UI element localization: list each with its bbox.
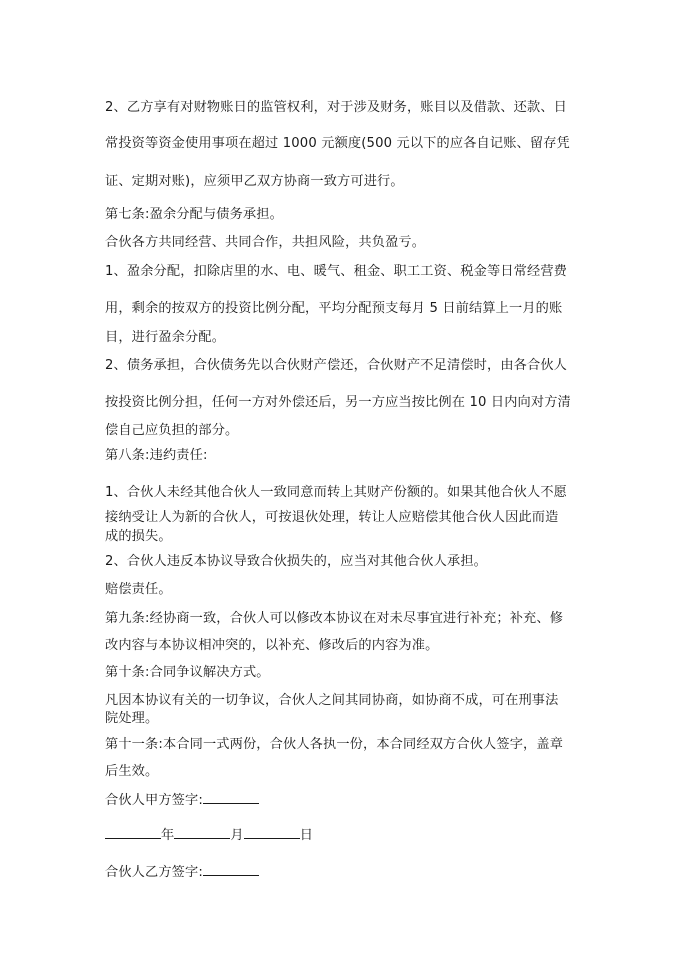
signature-b-row bbox=[105, 862, 259, 882]
year-blank[interactable] bbox=[105, 825, 161, 839]
article-heading: 第十条:合同争议解决方式。 bbox=[105, 665, 270, 680]
paragraph-line: 1、盈余分配，扣除店里的水、电、暖气、租金、职工工资、税金等日常经营费 bbox=[105, 264, 568, 279]
paragraph-line: 赔偿责任。 bbox=[105, 582, 172, 597]
signature-a-blank[interactable] bbox=[203, 790, 259, 804]
paragraph-line: 2、债务承担，合伙债务先以合伙财产偿还，合伙财产不足清偿时，由各合伙人 bbox=[105, 358, 568, 373]
paragraph-line: 后生效。 bbox=[105, 764, 159, 779]
paragraph-line: 2、乙方享有对财物账日的监管权利，对于涉及财务，账目以及借款、还款、日 bbox=[105, 100, 568, 115]
paragraph-line: 偿自己应负担的部分。 bbox=[105, 423, 239, 438]
signature-b-blank[interactable] bbox=[203, 862, 259, 876]
article-heading: 第八条:违约责任: bbox=[105, 448, 208, 463]
article-heading: 第十一条:本合同一式两份，合伙人各执一份，本合同经双方合伙人签字，盖章 bbox=[105, 737, 564, 752]
paragraph-line: 凡因本协议有关的一切争议，合伙人之间其同协商，如协商不成，可在刑事法 bbox=[105, 693, 559, 708]
paragraph-line: 合伙各方共同经营、共同合作，共担风险，共负盈亏。 bbox=[105, 235, 426, 250]
paragraph-line: 2、合伙人违反本协议导致合伙损失的，应当对其他合伙人承担。 bbox=[105, 554, 487, 569]
paragraph-line: 1、合伙人未经其他合伙人一致同意而转上其财产份额的。如果其他合伙人不愿 bbox=[105, 485, 568, 500]
month-label: 月 bbox=[230, 828, 244, 843]
paragraph-line: 证、定期对账)，应须甲乙双方协商一致方可进行。 bbox=[105, 174, 404, 189]
paragraph-line: 目，进行盈余分配。 bbox=[105, 330, 226, 345]
day-blank[interactable] bbox=[244, 825, 300, 839]
paragraph-line: 成的损失。 bbox=[105, 529, 172, 544]
paragraph-line: 接纳受让人为新的合伙人，可按退伙处理，转让人应赔偿其他合伙人因此而造 bbox=[105, 510, 559, 525]
signature-a-row bbox=[105, 790, 259, 810]
day-label: 日 bbox=[299, 828, 314, 843]
date-row bbox=[105, 825, 313, 845]
signature-b-label: 合伙人乙方签字: bbox=[105, 865, 203, 880]
paragraph-line: 用，剩余的按双方的投资比例分配，平均分配预支每月 5 日前结算上一月的账 bbox=[105, 301, 563, 316]
year-label: 年 bbox=[161, 828, 175, 843]
paragraph-line: 改内容与本协议相冲突的，以补充、修改后的内容为准。 bbox=[105, 638, 439, 653]
month-blank[interactable] bbox=[174, 825, 230, 839]
paragraph-line: 常投资等资金使用事项在超过 1000 元额度(500 元以下的应各自记账、留存凭 bbox=[105, 136, 570, 151]
signature-a-label: 合伙人甲方签字: bbox=[105, 793, 203, 808]
paragraph-line: 按投资比例分担，任何一方对外偿还后，另一方应当按比例在 10 日内向对方清 bbox=[105, 395, 571, 410]
article-heading: 第九条:经协商一致，合伙人可以修改本协议在对未尽事宜进行补充；补充、修 bbox=[105, 611, 564, 626]
article-heading: 第七条:盈余分配与债务承担。 bbox=[105, 207, 283, 222]
paragraph-line: 院处理。 bbox=[105, 711, 159, 726]
